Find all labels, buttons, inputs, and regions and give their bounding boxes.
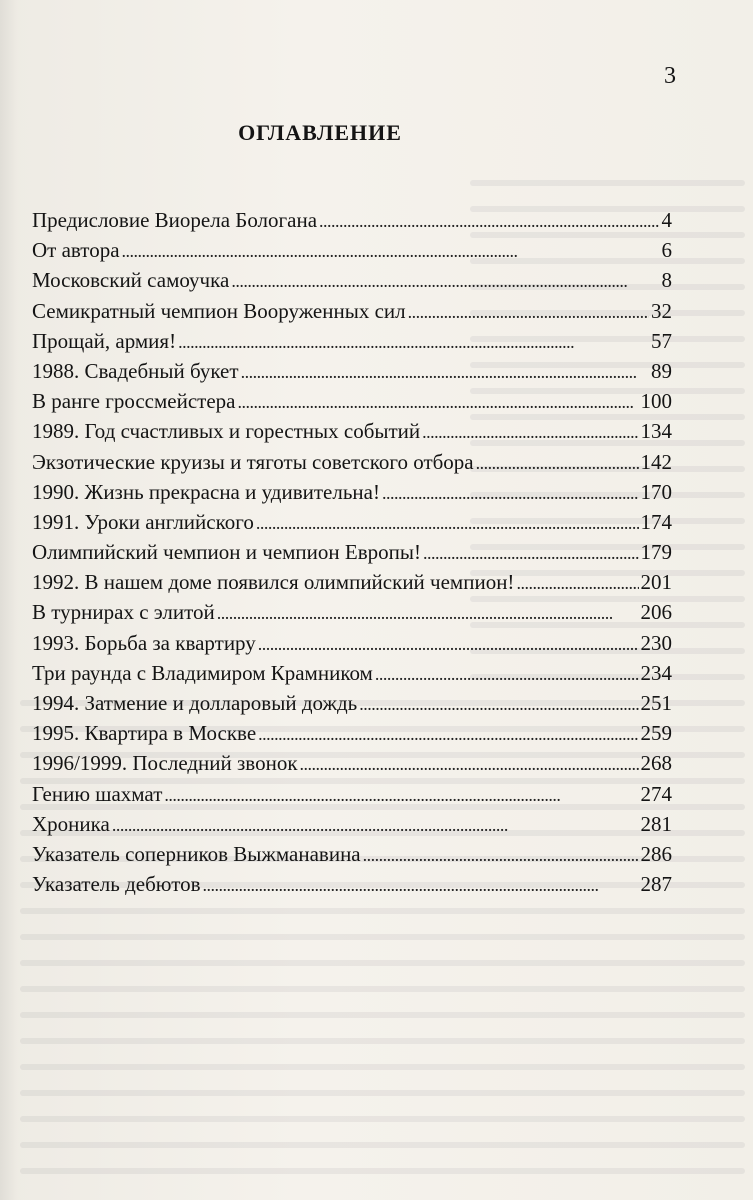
toc-entry — [32, 839, 672, 869]
toc-entry — [32, 779, 672, 809]
toc-entry — [32, 356, 672, 386]
toc-entry — [32, 447, 672, 477]
toc-entry — [32, 326, 672, 356]
toc-entry-page: 201 — [640, 570, 672, 595]
toc-entry-page: 251 — [640, 691, 672, 715]
bleed-line — [20, 1090, 745, 1096]
toc-leader-dots — [476, 448, 639, 478]
toc-entry-page: 234 — [640, 660, 672, 685]
toc-leader-dots — [422, 417, 638, 447]
bleed-line — [20, 1142, 745, 1148]
toc-entry — [32, 296, 672, 326]
toc-entry-title: Гению шахмат — [32, 781, 163, 806]
toc-heading: ОГЛАВЛЕНИЕ — [238, 120, 402, 145]
toc-entry-title: Указатель дебютов — [32, 872, 201, 897]
toc-entry-page: 230 — [640, 630, 672, 655]
toc-leader-dots — [217, 598, 639, 628]
toc-entry-page: 286 — [640, 841, 672, 866]
bleed-line — [20, 1168, 745, 1174]
toc-leader-dots — [241, 357, 649, 387]
toc-entry — [32, 688, 672, 718]
toc-entry — [32, 748, 672, 778]
toc-entry-title: В турнирах с элитой — [32, 600, 215, 625]
toc-entry-page: 32 — [651, 298, 672, 323]
toc-entry-title: 1988. Свадебный букет — [32, 358, 239, 383]
toc-entry-page: 274 — [640, 781, 672, 806]
toc-entry-title: 1993. Борьба за квартиру — [32, 630, 256, 655]
page-edge-shadow — [0, 0, 18, 1200]
toc-entry-page: 8 — [661, 268, 672, 293]
toc-entry-title: Московский самоучка — [32, 268, 230, 293]
toc-leader-dots — [359, 689, 638, 719]
toc-leader-dots — [408, 297, 649, 327]
toc-entry — [32, 537, 672, 567]
toc-leader-dots — [516, 568, 638, 598]
toc-entry-title: 1992. В нашем доме появился олимпийский чемпион! — [32, 570, 515, 595]
toc-entry — [32, 235, 672, 265]
toc-entry-page: 281 — [640, 811, 672, 836]
toc-entry-title: 1996/1999. Последний звонок — [32, 751, 298, 776]
toc-entry-page: 206 — [640, 600, 672, 625]
toc-entry — [32, 507, 672, 537]
toc-entry-title: 1990. Жизнь прекрасна и удивительна! — [32, 479, 380, 504]
toc-entry-title: Олимпийский чемпион и чемпион Европы! — [32, 540, 421, 565]
bleed-line — [20, 1116, 745, 1122]
toc-entry — [32, 597, 672, 627]
table-of-contents — [32, 205, 672, 899]
toc-leader-dots — [112, 810, 639, 840]
toc-leader-dots — [122, 236, 660, 266]
toc-entry-page: 134 — [640, 419, 672, 444]
toc-entry-title: 1989. Год счастливых и горестных событий — [32, 419, 421, 444]
toc-leader-dots — [238, 387, 639, 417]
toc-leader-dots — [164, 780, 638, 810]
toc-leader-dots — [231, 266, 659, 296]
toc-entry — [32, 416, 672, 446]
toc-entry-page: 174 — [640, 509, 672, 534]
toc-entry — [32, 869, 672, 899]
bleed-line — [20, 908, 745, 914]
toc-entry-title: От автора — [32, 238, 120, 263]
toc-entry — [32, 718, 672, 748]
toc-leader-dots — [258, 719, 638, 749]
toc-leader-dots — [256, 508, 639, 538]
toc-entry — [32, 205, 672, 235]
bleed-line — [20, 1038, 745, 1044]
toc-entry-page: 268 — [640, 751, 672, 776]
toc-entry-page: 179 — [640, 540, 672, 565]
toc-entry — [32, 386, 672, 416]
toc-entry-page: 287 — [640, 872, 672, 897]
toc-entry — [32, 628, 672, 658]
toc-entry-page: 89 — [651, 358, 672, 383]
toc-entry-title: Предисловие Виорела Бологана — [32, 208, 318, 232]
bleed-line — [20, 960, 745, 966]
toc-leader-dots — [363, 840, 639, 870]
toc-leader-dots — [300, 749, 639, 779]
toc-entry-title: Семикратный чемпион Вооруженных сил — [32, 298, 406, 323]
bleed-line — [20, 934, 745, 940]
toc-entry-title: Три раунда с Владимиром Крамником — [32, 660, 373, 685]
toc-leader-dots — [319, 206, 659, 236]
toc-leader-dots — [375, 659, 639, 689]
toc-entry-title: 1995. Квартира в Москве — [32, 721, 257, 746]
toc-entry — [32, 658, 672, 688]
toc-entry-page: 170 — [640, 479, 672, 504]
toc-entry-page: 4 — [661, 208, 672, 232]
bleed-line — [470, 180, 745, 186]
toc-entry-page: 100 — [640, 389, 672, 414]
toc-entry-page: 259 — [640, 721, 672, 746]
toc-entry — [32, 567, 672, 597]
toc-entry — [32, 265, 672, 295]
toc-entry-page: 6 — [661, 238, 672, 263]
bleed-line — [20, 986, 745, 992]
toc-leader-dots — [258, 629, 639, 659]
toc-entry-title: В ранге гроссмейстера — [32, 389, 236, 414]
toc-entry — [32, 477, 672, 507]
toc-entry-title: Указатель соперников Выжманавина — [32, 841, 361, 866]
bleed-line — [20, 1012, 745, 1018]
toc-entry-title: Экзотические круизы и тяготы советского отбора — [32, 449, 474, 474]
toc-entry — [32, 809, 672, 839]
toc-entry-page: 57 — [651, 328, 672, 353]
toc-leader-dots — [178, 327, 649, 357]
toc-leader-dots — [382, 478, 639, 508]
toc-leader-dots — [423, 538, 639, 568]
toc-entry-title: Хроника — [32, 811, 110, 836]
toc-entry-title: Прощай, армия! — [32, 328, 177, 353]
page-number: 3 — [664, 63, 676, 89]
toc-entry-page: 142 — [640, 449, 672, 474]
bleed-line — [20, 1064, 745, 1070]
toc-leader-dots — [203, 870, 639, 900]
toc-entry-title: 1994. Затмение и долларовый дождь — [32, 691, 358, 715]
toc-entry-title: 1991. Уроки английского — [32, 509, 254, 534]
